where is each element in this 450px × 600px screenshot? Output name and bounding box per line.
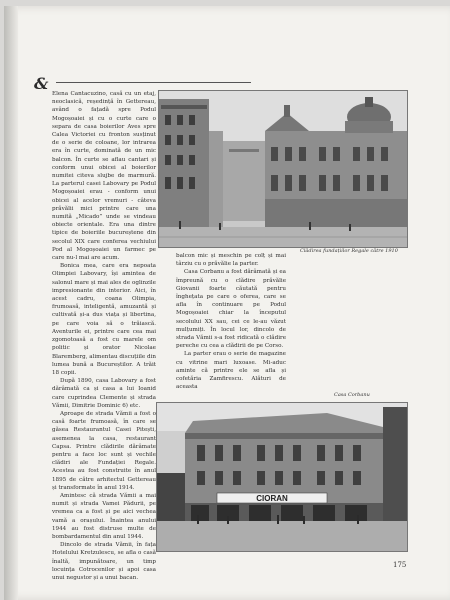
top-photo-caption: Clădirea fundațiilor Regale către 1910 <box>300 248 398 254</box>
middle-text-column <box>176 252 286 400</box>
header-rule <box>56 82 251 83</box>
paragraph: Bonica mea, care era nepoata Olimpiei Labovary, își amintea de salonul mare și mai ales de oglinzile impresionante din interior. Aici, în acest cadru, coana Olimpia, frumoasă, inteligentă, amuzantă și cultivată și-a dus viața și libertina, pe care voia să o trăiască. Aventurile ei, printre care cea mai zgomotoasă a fost cu marele om politic și orator Nicolae Blaremberg, alimentau discuțiile din lumea bună a Bucureștilor. A trăit 18 copii. <box>52 263 156 376</box>
paragraph: Casa Corbanu a fost dărâmată și ea împreună cu o clădire prăvălie Giovanii foarte căutată pentru înghețata pe care o oferea, care se afla în continuare pe Podul Mogoșoaiei chiar la începutul secolului XX sau, cei ce le-au văzut mulțumiți. În locul lor, dincolo de strada Vămii s-a fost ridicată o clădire pereche cu cea a clădirii de pe Corso. <box>176 269 286 350</box>
paragraph: Elena Cantacuzino, casă cu un etaj, neoclasică, reședință în Gettereau, având o fațadă spre Podul Mogoșoaiei și cu o curte care o separa de casa boierilor Aves spre Calea Victoriei cu fronton susținut de o serie de coloane, lor intrarea era în curte, dominată de un mic balcon. În curte se aflau cantari și conform unui obicei al boierilor numitei citeva slujbe de marmură. La parterul casei Labovary pe Podul Mogoșoaiei erau - conform unui obicei al acelor vremuri - câteva prăvălii mici printre care una numită „Micado” unde se vindeau obiecte orientale. Era una dintre tipice de boieriile bucureștene din secolul XIX care conferea vechiului Pod al Mogoșoaiei un farmec pe care nu-l mai are acum. <box>52 91 156 262</box>
page-number: 175 <box>393 561 407 569</box>
book-page <box>4 6 450 600</box>
bottom-photo-casa-corbanu <box>156 402 408 552</box>
paragraph: Dincolo de strada Vămii, în fața Hotelului Kretzulescu, se afla o casă înaltă, impunătoare, un timp locuința Cotrocenilor și apoi casa unui negustor și a unui bacan. <box>52 542 156 581</box>
chapter-ornament: & <box>34 74 49 93</box>
storefront-sign: CIORAN <box>256 494 288 503</box>
bottom-photo-caption: Casa Corbanu <box>334 392 370 398</box>
building-illustration <box>159 91 407 247</box>
paragraph: Aproape de strada Vămii a fost o casă foarte frumoasă, în care se găsea Restaurantul Casei Pitești, asemenea la casa, restaurant Capsa. Printre clădirile dărâmate pentru a face loc sunt și vechile clădiri ale Fundației Regale. Acestea au fost construite în anul 1895 de către arhitectul Gettereau și transformate în anul 1914. <box>52 410 156 491</box>
left-text-column <box>52 90 156 581</box>
paragraph: balcon mic și meschin pe colț și mai târziu cu o prăvălie la parter. <box>176 253 286 268</box>
casa-corbanu-illustration <box>157 403 407 551</box>
paragraph: După 1890, casa Labovary a fost dărâmată ca și casa a lui Ioanid care cuprindea Clemente și strada Vămii, Dimitrie Dominic 6) etc. <box>52 378 156 409</box>
paragraph: Amintesc că strada Vămii a mai numit și strada Vamei Pădurii, pe vremea ca a fost și pe aici vechea vamă a orașului. Înaintea anului 1944 au fost distruse multe de bombardamentul din anul 1944. <box>52 492 156 540</box>
top-photo-historic-building <box>158 90 408 248</box>
book-gutter <box>4 6 18 600</box>
paragraph: La parter erau o serie de magazine cu vitrine mari luxoase. Mi-aduc aminte că printre ele se afla și cofetăria Zamfirescu. Alături de aceasta <box>176 351 286 391</box>
